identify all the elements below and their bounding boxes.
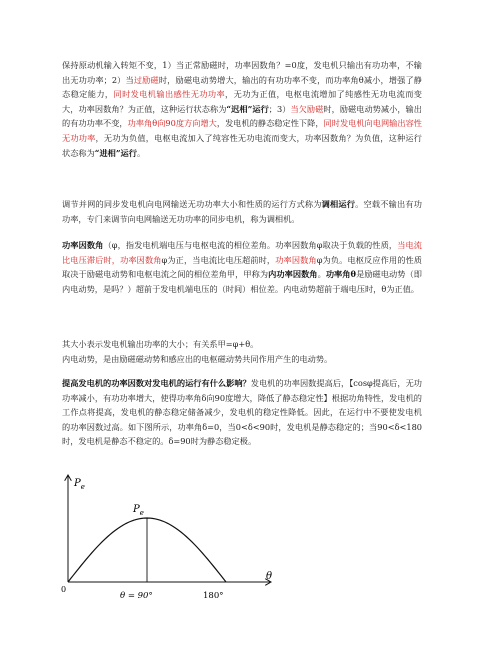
text-run: 根据功角特性，发电机的工作点将提高，发电机的静态稳定储备减少，发电机的稳定性降低。因此，在运行中不要使发电机的功率因数过高。如下图所示，功率角δ=0，当0<δ<90时，发电机是静态稳定的；当90<δ<180时，发电机是静态不稳定的。δ=90时为静态稳定极。 — [62, 392, 422, 447]
term-internal-power-factor-angle: 内功率因数角 — [268, 269, 318, 280]
question-heading: 提高发电机的功率因数对发电机的运行有什么影响？ — [62, 378, 251, 388]
text-run: 保持原动机输入转矩不变，1）当正常励磁时，功率因数角？=0度，发电机只输出有功功率，不输出无功功率；2）当 — [62, 60, 422, 85]
text-run: 是励磁电动势（即内电动势，是吗？）超前于发电机端电压的（时间）相位差。内电动势超前于端电压时，θ为正值。 — [62, 269, 422, 294]
text-run: ，无功为负值，电枢电流加入了纯容性无功电流而变大，功率因数角？为负值，这种运行状态称为 — [62, 132, 422, 158]
text-run: 。空载不输出有功功率，专门来调节向电网输送无功功率的同步电机，称为调相机。 — [62, 199, 422, 224]
text-run: 其大小表示发电机输出功率的大小；有关系甲=φ+θ。 — [62, 339, 259, 349]
text-run: 发电机的功率因数提高后，【cosφ提高后，无功功率减小，有功功率增大，使得功率角δ向90度增大，降低了静态稳定性】 — [62, 378, 422, 403]
highlight-over-excitation: 过励磁 — [133, 74, 159, 85]
highlight-capacitive-reactive: 同时发电机向电网输出容性无功功率 — [62, 118, 422, 143]
curve-layer — [68, 518, 226, 582]
paragraph-excitation-modes — [62, 58, 422, 160]
highlight-power-factor-angle: 功率因数角 — [275, 254, 317, 265]
text-run: 内电动势，是由励磁磁动势和感应出的电枢磁动势共同作用产生的电动势。 — [62, 354, 333, 364]
text-run: φ为正，当电流比电压超前时， — [161, 254, 276, 265]
text-run: 。 — [317, 269, 326, 280]
term-leading-operation: “进相”运行 — [94, 147, 137, 158]
text-run: φ为负。电枢反应作用的性质取决于励磁电动势和电枢电流之间的相位差角甲，甲称为 — [62, 254, 422, 280]
highlight-power-angle-increase: 功率角θ向90度方向增大 — [127, 118, 217, 129]
text-run: 时，励磁电动势增大，输出的有功功率不变，而功率角θ减小，增强了静态稳定能力， — [62, 74, 422, 100]
term-power-angle: 功率角θ — [325, 269, 357, 280]
term-power-factor-angle: 功率因数角 — [62, 240, 104, 250]
tick-label-180: 180° — [203, 591, 224, 601]
paragraph-power-factor-effect — [62, 376, 422, 449]
text-run: ，发电机的静态稳定性下降， — [216, 118, 324, 129]
text-run: 调节并网的同步发电机向电网输送无功功率大小和性质的运行方式称为 — [62, 199, 322, 209]
highlight-under-excitation: 当欠励磁 — [290, 103, 324, 114]
tick-label-90: θ = 90° — [120, 591, 153, 601]
highlight-lagging-current: 当电流比电压滞后时，功率因数角 — [62, 240, 422, 265]
paragraph-phase-modulation — [62, 197, 422, 226]
paragraph-power-factor-angle — [62, 238, 422, 296]
y-axis-label: $P_e$ — [74, 478, 85, 491]
text-run: 。 — [136, 147, 146, 158]
x-axis-label: θ — [266, 571, 273, 582]
highlight-inductive-reactive: 同时发电机输出感性无功功率 — [113, 89, 226, 100]
term-phase-modulation: 调相运行 — [321, 199, 356, 209]
text-run: ，无功为正值，电枢电流增加了纯感性无功电流而变大，功率因数角？为正值，这种运行状态称为 — [62, 89, 422, 114]
text-run: ；3） — [268, 103, 291, 114]
term-lagging-operation: “迟相”运行 — [226, 103, 269, 114]
text-run: （φ，指发电机端电压与电枢电流的相位差角。功率因数角φ取决于负载的性质， — [103, 240, 398, 250]
paragraph-internal-emf — [62, 352, 422, 367]
origin-label: 0 — [61, 585, 67, 594]
text-run: 时，励磁电动势减小，输出的有功功率不变， — [62, 103, 422, 129]
paragraph-relation — [62, 337, 422, 352]
peak-label: $P_e$ — [133, 504, 144, 517]
power-angle-chart — [58, 470, 288, 635]
